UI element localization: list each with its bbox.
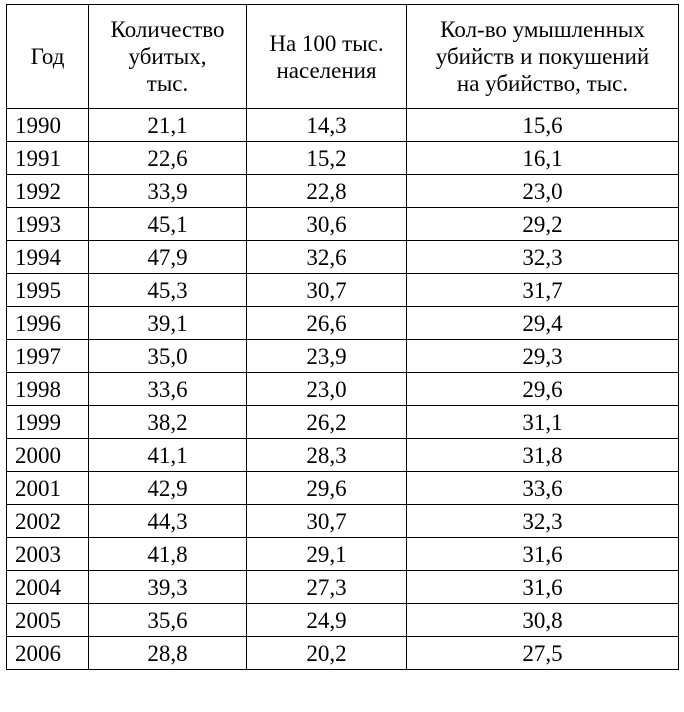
cell-killed-count: 39,3 [89, 571, 247, 604]
cell-year: 2000 [7, 439, 89, 472]
cell-year: 2005 [7, 604, 89, 637]
cell-murders-attempts: 31,8 [407, 439, 679, 472]
cell-killed-count: 45,1 [89, 208, 247, 241]
header-per-100k-line: населения [276, 57, 377, 83]
header-murders-attempts [407, 5, 679, 109]
table-row [7, 538, 679, 571]
cell-per-100k: 23,9 [247, 340, 407, 373]
cell-murders-attempts: 31,7 [407, 274, 679, 307]
cell-murders-attempts: 32,3 [407, 241, 679, 274]
cell-per-100k: 32,6 [247, 241, 407, 274]
table-row [7, 274, 679, 307]
cell-year: 2006 [7, 637, 89, 670]
cell-murders-attempts: 33,6 [407, 472, 679, 505]
cell-per-100k: 23,0 [247, 373, 407, 406]
cell-per-100k: 14,3 [247, 109, 407, 142]
cell-year: 1991 [7, 142, 89, 175]
table-row [7, 208, 679, 241]
cell-murders-attempts: 29,6 [407, 373, 679, 406]
cell-murders-attempts: 29,3 [407, 340, 679, 373]
table-row [7, 406, 679, 439]
cell-per-100k: 20,2 [247, 637, 407, 670]
table-header-row [7, 5, 679, 109]
cell-year: 2004 [7, 571, 89, 604]
cell-murders-attempts: 32,3 [407, 505, 679, 538]
cell-killed-count: 38,2 [89, 406, 247, 439]
header-killed-count-line: тыс. [146, 71, 189, 96]
header-murders-attempts-line: убийств и покушений [435, 44, 650, 69]
cell-year: 1999 [7, 406, 89, 439]
table-row [7, 604, 679, 637]
cell-year: 2001 [7, 472, 89, 505]
table-row [7, 307, 679, 340]
cell-killed-count: 44,3 [89, 505, 247, 538]
cell-killed-count: 41,8 [89, 538, 247, 571]
cell-year: 1994 [7, 241, 89, 274]
statistics-table [6, 4, 679, 670]
cell-killed-count: 45,3 [89, 274, 247, 307]
cell-year: 1998 [7, 373, 89, 406]
cell-year: 2002 [7, 505, 89, 538]
table-row [7, 241, 679, 274]
cell-murders-attempts: 30,8 [407, 604, 679, 637]
cell-killed-count: 28,8 [89, 637, 247, 670]
cell-per-100k: 29,6 [247, 472, 407, 505]
table-row [7, 637, 679, 670]
cell-murders-attempts: 29,2 [407, 208, 679, 241]
cell-murders-attempts: 31,6 [407, 538, 679, 571]
cell-per-100k: 30,6 [247, 208, 407, 241]
header-per-100k [247, 5, 407, 109]
table-row [7, 175, 679, 208]
table-row [7, 142, 679, 175]
table-row [7, 109, 679, 142]
cell-year: 1997 [7, 340, 89, 373]
cell-per-100k: 28,3 [247, 439, 407, 472]
cell-killed-count: 22,6 [89, 142, 247, 175]
cell-murders-attempts: 31,6 [407, 571, 679, 604]
cell-murders-attempts: 27,5 [407, 637, 679, 670]
header-murders-attempts-line: на убийство, тыс. [456, 71, 629, 96]
table-row [7, 472, 679, 505]
table-row [7, 373, 679, 406]
cell-per-100k: 26,2 [247, 406, 407, 439]
cell-year: 1990 [7, 109, 89, 142]
header-murders-attempts-line: Кол-во умышленных [440, 17, 645, 42]
cell-murders-attempts: 23,0 [407, 175, 679, 208]
cell-killed-count: 47,9 [89, 241, 247, 274]
cell-per-100k: 15,2 [247, 142, 407, 175]
cell-year: 1993 [7, 208, 89, 241]
cell-killed-count: 33,6 [89, 373, 247, 406]
cell-per-100k: 30,7 [247, 274, 407, 307]
table-row [7, 571, 679, 604]
cell-per-100k: 29,1 [247, 538, 407, 571]
table-body [7, 109, 679, 670]
cell-killed-count: 42,9 [89, 472, 247, 505]
cell-per-100k: 24,9 [247, 604, 407, 637]
cell-murders-attempts: 16,1 [407, 142, 679, 175]
table-row [7, 505, 679, 538]
cell-year: 2003 [7, 538, 89, 571]
header-killed-count-line: убитых, [128, 44, 207, 69]
table-row [7, 340, 679, 373]
cell-per-100k: 30,7 [247, 505, 407, 538]
cell-killed-count: 21,1 [89, 109, 247, 142]
header-per-100k-line: На 100 тыс. [269, 30, 384, 56]
cell-murders-attempts: 15,6 [407, 109, 679, 142]
cell-killed-count: 41,1 [89, 439, 247, 472]
header-year [7, 5, 89, 109]
cell-year: 1996 [7, 307, 89, 340]
cell-murders-attempts: 31,1 [407, 406, 679, 439]
cell-killed-count: 39,1 [89, 307, 247, 340]
cell-per-100k: 27,3 [247, 571, 407, 604]
header-killed-count-line: Количество [110, 17, 225, 42]
cell-killed-count: 35,6 [89, 604, 247, 637]
header-year-line: Год [30, 44, 65, 69]
cell-killed-count: 33,9 [89, 175, 247, 208]
cell-killed-count: 35,0 [89, 340, 247, 373]
table-row [7, 439, 679, 472]
cell-murders-attempts: 29,4 [407, 307, 679, 340]
cell-per-100k: 22,8 [247, 175, 407, 208]
cell-per-100k: 26,6 [247, 307, 407, 340]
header-killed-count [89, 5, 247, 109]
cell-year: 1992 [7, 175, 89, 208]
cell-year: 1995 [7, 274, 89, 307]
